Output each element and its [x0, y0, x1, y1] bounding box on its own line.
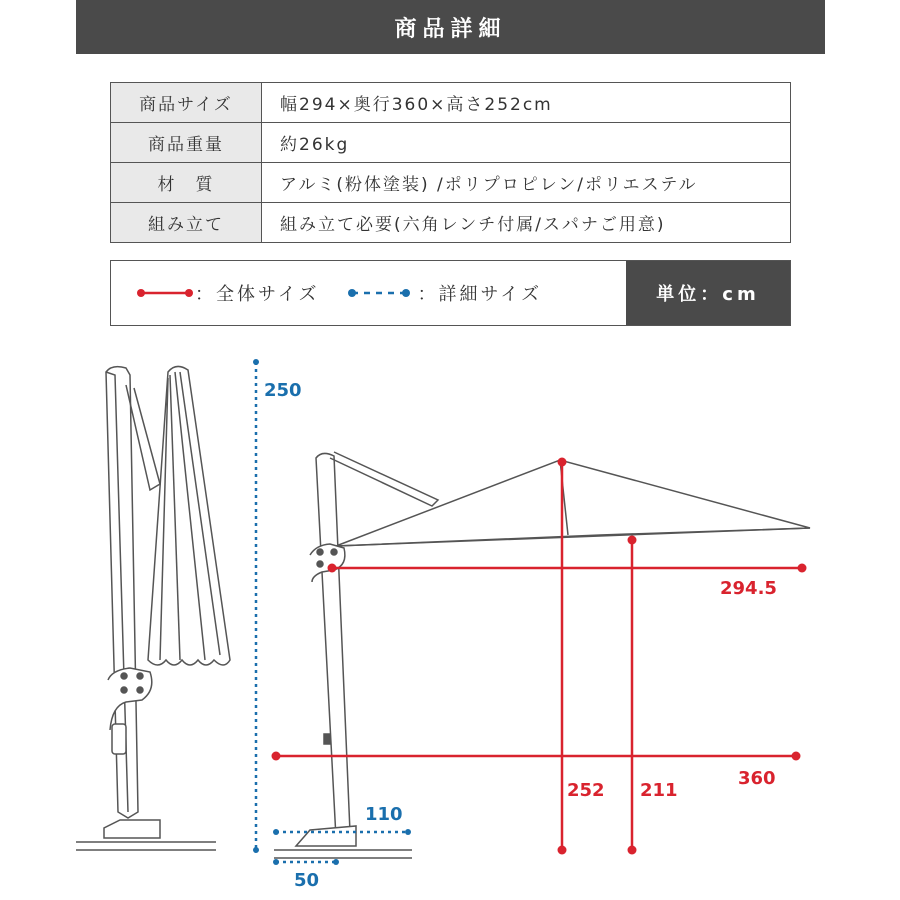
spec-value: アルミ(粉体塗装) /ポリプロピレン/ポリエステル — [262, 163, 791, 203]
overall-size-label: ：全体サイズ — [195, 284, 320, 305]
depth-label: 360 — [738, 768, 776, 789]
table-row — [111, 203, 791, 243]
spec-table — [110, 82, 791, 243]
dimension-diagram — [0, 340, 900, 900]
spec-label: 商品サイズ — [111, 83, 262, 123]
table-row — [111, 163, 791, 203]
overall-line-icon — [135, 283, 195, 303]
detail-size-label: ：詳細サイズ — [417, 284, 543, 305]
spec-value: 幅294×奥行360×高さ252cm — [262, 83, 791, 123]
spec-label: 材 質 — [111, 163, 262, 203]
legend-box — [110, 260, 791, 326]
unit-box — [626, 261, 790, 325]
spec-label: 組み立て — [111, 203, 262, 243]
legend-row — [135, 261, 542, 325]
spec-value: 約26kg — [262, 123, 791, 163]
height-max-label: 252 — [567, 780, 605, 801]
page-title: 商品詳細 — [394, 16, 507, 42]
unit-label: 単位：cm — [656, 284, 760, 305]
detail-line-icon — [346, 283, 418, 303]
header-bar — [76, 0, 825, 54]
base-depth-label: 110 — [365, 804, 403, 825]
height-folded-label: 250 — [264, 380, 302, 401]
width-label: 294.5 — [720, 578, 777, 599]
base-width-label: 50 — [294, 870, 320, 891]
table-row — [111, 123, 791, 163]
open-umbrella-illustration — [274, 452, 810, 858]
spec-label: 商品重量 — [111, 123, 262, 163]
folded-umbrella-illustration — [76, 366, 230, 850]
table-row — [111, 83, 791, 123]
height-min-label: 211 — [640, 780, 678, 801]
spec-value: 組み立て必要(六角レンチ付属/スパナご用意) — [262, 203, 791, 243]
